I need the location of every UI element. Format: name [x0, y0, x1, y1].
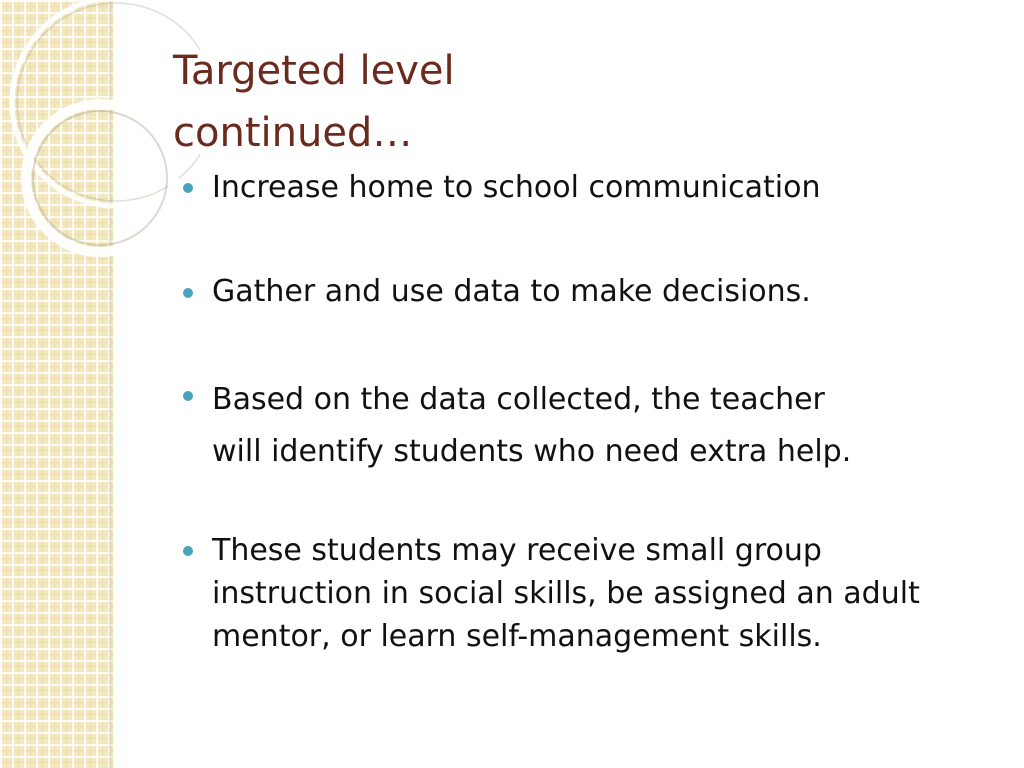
bullet-text — [212, 166, 972, 210]
bullet-line: instruction in social skills, be assigned an adult — [212, 576, 920, 611]
side-band-shadow — [109, 0, 114, 768]
bullet-text — [212, 270, 972, 314]
decorative-side-band — [0, 0, 113, 768]
bullet-dot-icon — [183, 288, 193, 298]
slide-title — [173, 40, 973, 164]
bullet-text — [212, 529, 972, 658]
bullet-dot-icon — [183, 391, 193, 401]
bullet-dot-icon — [183, 546, 193, 556]
bullet-text — [212, 374, 972, 478]
bullet-line: mentor, or learn self-management skills. — [212, 619, 822, 654]
bullet-line: These students may receive small group — [212, 533, 822, 568]
title-line-1: Targeted level — [173, 48, 455, 94]
bullet-line: Gather and use data to make decisions. — [212, 274, 811, 309]
bullet-dot-icon — [183, 183, 193, 193]
bullet-line: Based on the data collected, the teacher — [212, 382, 825, 417]
title-line-2: continued… — [173, 110, 413, 156]
bullet-line: will identify students who need extra help. — [212, 434, 852, 469]
bullet-line: Increase home to school communication — [212, 170, 821, 205]
